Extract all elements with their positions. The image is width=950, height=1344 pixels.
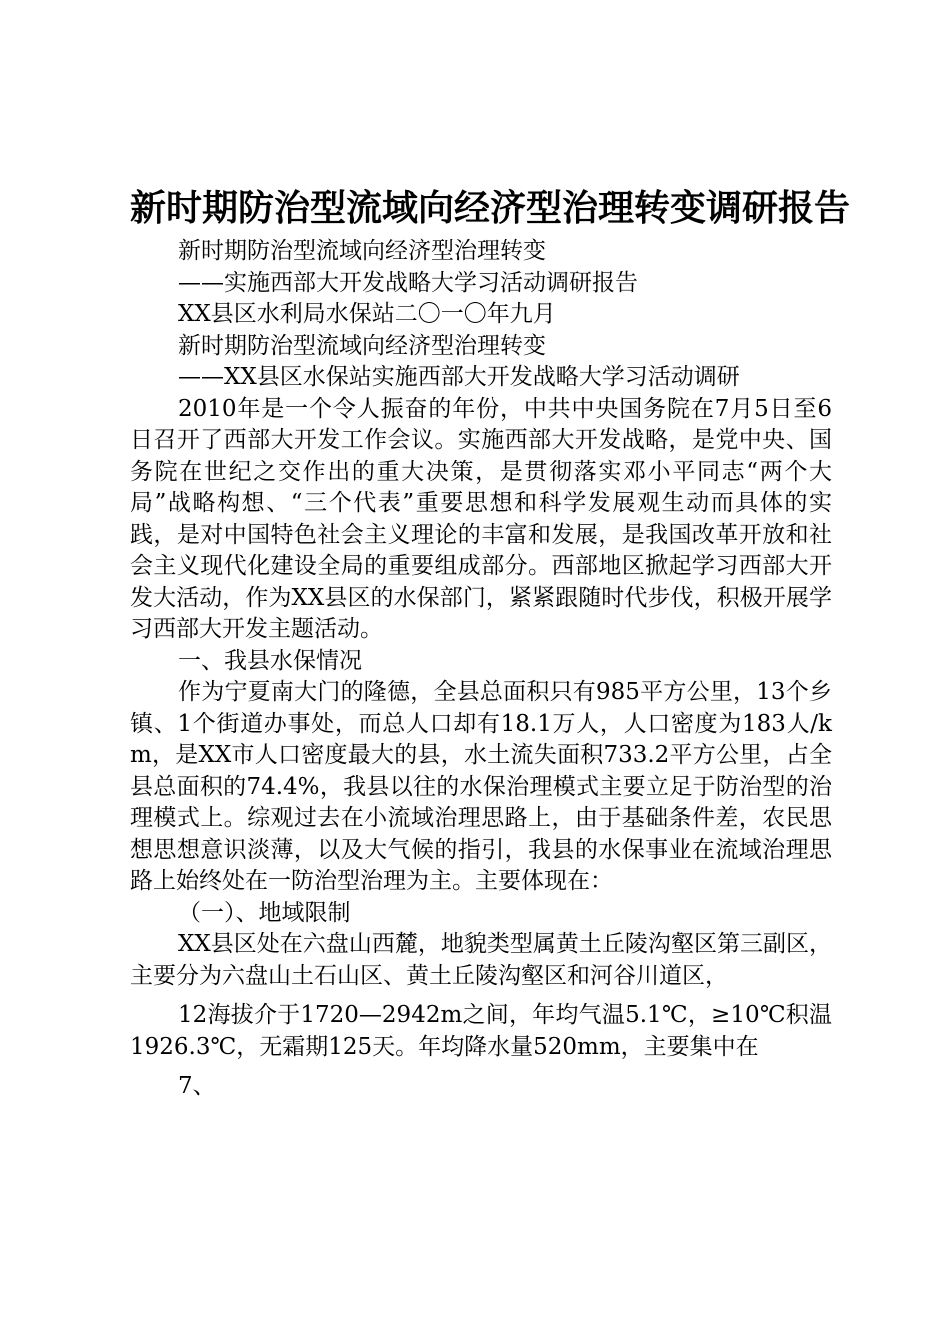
subtitle-line: ——实施西部大开发战略大学习活动调研报告 [178, 269, 638, 296]
document-page [130, 183, 851, 1103]
body-paragraph: 2010年是一个令人振奋的年份，中共中央国务院在7月5日至6日召开了西部大开发工作会议。实施西部大开发战略，是党中央、国务院在世纪之交作出的重大决策，是贯彻落实邓小平同志“两个大局”战略构想、“三个代表”重要思想和科学发展观生动而具体的实践，是对中国特色社会主义理论的丰富和发展，是我国改革开放和社会主义现代化建设全局的重要组成部分。西部地区掀起学习西部大开发大活动，作为XX县区的水保部门，紧紧跟随时代步伐，积极开展学习西部大开发主题活动。 [130, 395, 832, 642]
subtitle-line: 新时期防治型流域向经济型治理转变 [178, 238, 546, 264]
body-paragraph: XX县区处在六盘山西麓，地貌类型属黄土丘陵沟壑区第三副区，主要分为六盘山土石山区、黄土丘陵沟壑区和河谷川道区， [130, 931, 832, 989]
body-paragraph: 作为宁夏南大门的隆德，全县总面积只有985平方公里，13个乡镇、1个街道办事处，而总人口却有18.1万人，人口密度为183人/km，是XX市人口密度最大的县，水土流失面积733.2平方公里，占全县总面积的74.4%，我县以往的水保治理模式主要立足于防治型的治理模式上。综观过去在小流域治理思路上，由于基础条件差，农民思想思想意识淡薄，以及大气候的指引，我县的水保事业在流域治理思路上始终处在一防治型治理为主。主要体现在： [130, 679, 832, 894]
section-heading: 一、我县水保情况 [178, 647, 362, 674]
body-paragraph: 12海拔介于1720—2942m之间，年均气温5.1℃，≥10℃积温1926.3℃，无霜期125天。年均降水量520mm，主要集中在 [130, 1002, 832, 1060]
author-date-line: XX县区水利局水保站二〇一〇年九月 [178, 301, 556, 327]
subsection-heading: （一）、地域限制 [178, 899, 351, 926]
subtitle-line: 新时期防治型流域向经济型治理转变 [178, 332, 546, 359]
document-title: 新时期防治型流域向经济型治理转变调研报告 [130, 187, 851, 229]
subtitle-line: ——XX县区水保站实施西部大开发战略大学习活动调研 [178, 364, 740, 390]
body-paragraph: 7、 [178, 1073, 216, 1099]
